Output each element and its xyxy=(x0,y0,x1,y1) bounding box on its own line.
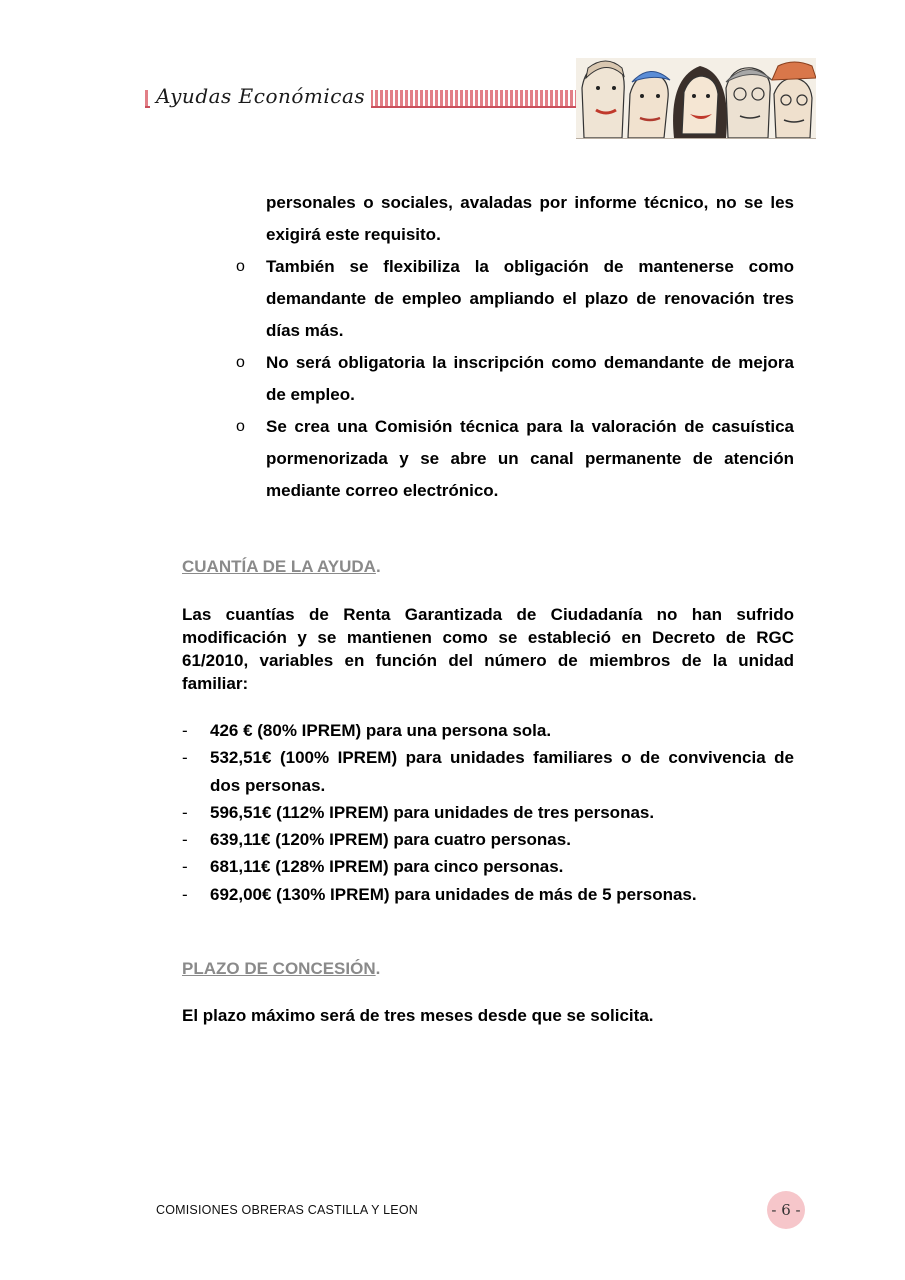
list-item-text: 596,51€ (112% IPREM) para unidades de tres personas. xyxy=(210,802,655,822)
cuantia-heading: CUANTÍA DE LA AYUDA. xyxy=(182,557,381,576)
page-number-badge: - 6 - xyxy=(767,1191,805,1229)
list-item xyxy=(236,347,794,411)
plazo-paragraph: El plazo máximo será de tres meses desde que se solicita. xyxy=(182,1006,654,1025)
list-item-text: También se flexibiliza la obligación de mantenerse como demandante de empleo ampliando el plazo de renovación tres días más. xyxy=(266,257,794,340)
list-item-text: No será obligatoria la inscripción como demandante de mejora de empleo. xyxy=(266,353,794,404)
list-item xyxy=(182,744,794,799)
bullet-marker: o xyxy=(236,354,245,371)
dash-marker: - xyxy=(182,830,188,850)
cuantia-paragraph: Las cuantías de Renta Garantizada de Ciudadanía no han sufrido modificación y se mantienen como se estableció en Decreto de RGC 61/2010, variables en función del número de miembros de la unidad familiar: xyxy=(182,605,794,693)
list-item-text: Se crea una Comisión técnica para la valoración de casuística pormenorizada y se abre un canal permanente de atención mediante correo electrónico. xyxy=(266,417,794,500)
list-item-text: 426 € (80% IPREM) para una persona sola. xyxy=(210,721,552,740)
amounts-list xyxy=(182,717,794,908)
bullet-marker: o xyxy=(236,418,245,435)
cuantia-heading-text: CUANTÍA DE LA AYUDA xyxy=(182,557,376,576)
list-item-text: 692,00€ (130% IPREM) para unidades de más de 5 personas. xyxy=(210,884,697,904)
header-faces-illustration xyxy=(576,58,816,139)
list-item-text: 681,11€ (128% IPREM) para cinco personas. xyxy=(210,857,564,877)
requirements-bullet-list xyxy=(236,187,794,507)
list-item xyxy=(182,853,794,880)
list-item xyxy=(236,187,794,251)
bullet-marker: o xyxy=(236,258,245,275)
dash-marker: - xyxy=(182,857,188,877)
dash-marker: - xyxy=(182,884,188,904)
list-item xyxy=(182,881,794,908)
dash-marker: - xyxy=(182,802,188,822)
plazo-heading-text: PLAZO DE CONCESIÓN xyxy=(182,959,376,978)
footer-organization: COMISIONES OBRERAS CASTILLA Y LEON xyxy=(156,1203,418,1217)
plazo-heading: PLAZO DE CONCESIÓN. xyxy=(182,959,381,978)
list-item xyxy=(182,717,794,744)
list-item xyxy=(236,251,794,347)
list-item xyxy=(182,826,794,853)
list-item xyxy=(236,411,794,507)
header-title: Ayudas Económicas xyxy=(150,84,371,108)
list-item xyxy=(182,799,794,826)
faces-illustration-icon xyxy=(576,58,816,138)
list-item-text: personales o sociales, avaladas por informe técnico, no se les exigirá este requisito. xyxy=(266,193,794,244)
list-item-text: 532,51€ (100% IPREM) para unidades familiares o de convivencia de dos personas. xyxy=(210,748,794,795)
dash-marker: - xyxy=(182,748,188,768)
list-item-text: 639,11€ (120% IPREM) para cuatro personas. xyxy=(210,830,571,850)
dash-marker: - xyxy=(182,721,188,740)
